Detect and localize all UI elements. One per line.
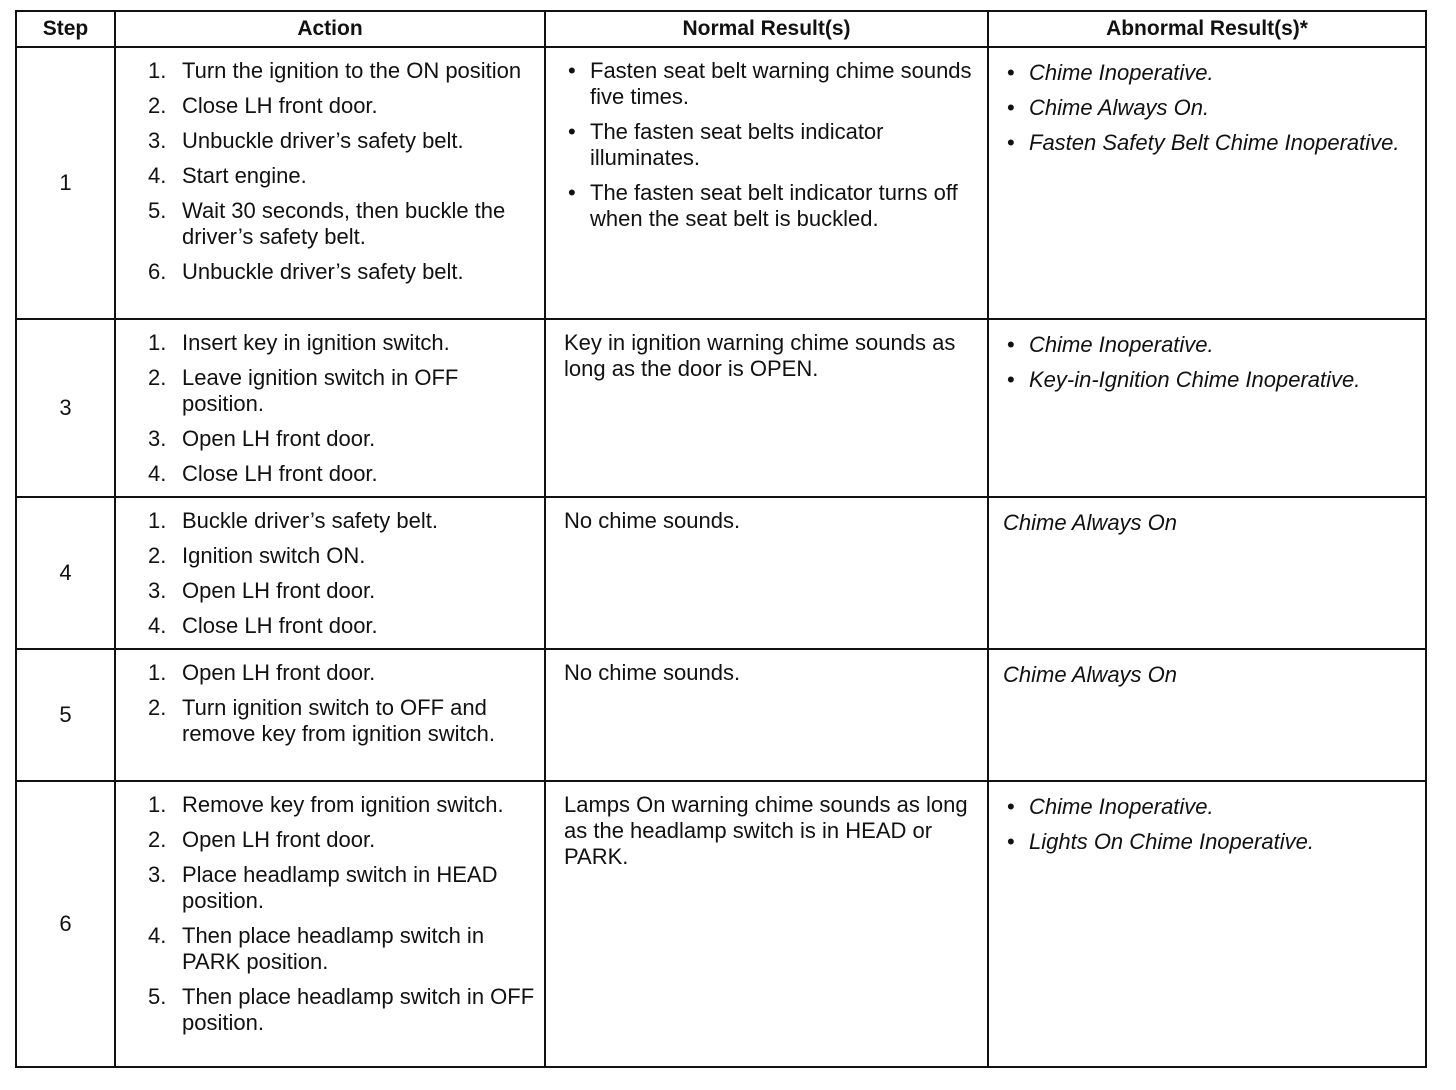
list-item <box>148 792 538 818</box>
list-item <box>148 984 538 1036</box>
action-list <box>148 58 538 285</box>
action-cell <box>115 319 545 497</box>
step-index: 2. <box>148 827 167 852</box>
action-text: Open LH front door. <box>182 578 376 603</box>
list-item <box>148 426 538 452</box>
header-action: Action <box>115 11 545 47</box>
list-item <box>148 461 538 487</box>
abnormal-result-list <box>1003 60 1419 156</box>
header-row <box>16 11 1426 47</box>
header-normal-results: Normal Result(s) <box>545 11 988 47</box>
bullet-icon: • <box>568 58 576 83</box>
normal-result-cell <box>545 781 988 1067</box>
step-index: 3. <box>148 128 167 153</box>
list-item <box>564 180 981 232</box>
action-text: Then place headlamp switch in PARK position. <box>182 923 485 974</box>
list-item <box>1003 130 1419 156</box>
step-index: 5. <box>148 984 167 1009</box>
normal-result-list <box>564 58 981 232</box>
step-number: 1 <box>16 47 115 319</box>
action-text: Wait 30 seconds, then buckle the driver’s safety belt. <box>182 198 506 249</box>
list-item <box>148 578 538 604</box>
list-item <box>1003 794 1419 820</box>
step-number: 3 <box>16 319 115 497</box>
bullet-icon: • <box>1007 60 1015 85</box>
table-row <box>16 497 1426 649</box>
list-item <box>148 508 538 534</box>
normal-result-cell <box>545 649 988 781</box>
action-text: Leave ignition switch in OFF position. <box>182 365 459 416</box>
step-index: 2. <box>148 695 167 720</box>
normal-result-text: Key in ignition warning chime sounds as long as the door is OPEN. <box>564 330 956 381</box>
list-item <box>564 119 981 171</box>
action-text: Then place headlamp switch in OFF position. <box>182 984 535 1035</box>
step-index: 4. <box>148 163 167 188</box>
list-item <box>148 58 538 84</box>
bullet-icon: • <box>1007 332 1015 357</box>
normal-result-text: Fasten seat belt warning chime sounds five times. <box>590 58 972 109</box>
step-index: 3. <box>148 578 167 603</box>
action-text: Place headlamp switch in HEAD position. <box>182 862 498 913</box>
list-item <box>1003 60 1419 86</box>
table-row <box>16 649 1426 781</box>
list-item <box>148 330 538 356</box>
action-cell <box>115 781 545 1067</box>
abnormal-result-text: Chime Always On <box>1003 662 1178 687</box>
header-step: Step <box>16 11 115 47</box>
normal-result-text: The fasten seat belts indicator illuminates. <box>590 119 884 170</box>
action-list <box>148 792 538 1036</box>
action-cell <box>115 47 545 319</box>
action-cell <box>115 649 545 781</box>
abnormal-result-cell <box>988 781 1426 1067</box>
abnormal-result-text: Chime Always On <box>1003 510 1178 535</box>
abnormal-result-list <box>1003 794 1419 855</box>
action-text: Open LH front door. <box>182 426 376 451</box>
abnormal-result-text: Key-in-Ignition Chime Inoperative. <box>1029 367 1361 392</box>
list-item <box>148 923 538 975</box>
step-index: 1. <box>148 330 167 355</box>
normal-result-cell <box>545 47 988 319</box>
action-text: Unbuckle driver’s safety belt. <box>182 128 464 153</box>
abnormal-result-cell <box>988 319 1426 497</box>
step-number: 6 <box>16 781 115 1067</box>
list-item <box>148 128 538 154</box>
step-index: 1. <box>148 792 167 817</box>
action-text: Open LH front door. <box>182 660 376 685</box>
abnormal-result-cell <box>988 47 1426 319</box>
abnormal-result-text: Fasten Safety Belt Chime Inoperative. <box>1029 130 1400 155</box>
action-text: Close LH front door. <box>182 93 378 118</box>
step-index: 2. <box>148 543 167 568</box>
list-item <box>564 58 981 110</box>
list-item <box>148 613 538 639</box>
action-list <box>148 660 538 747</box>
list-item <box>148 365 538 417</box>
abnormal-result-text: Chime Always On. <box>1029 95 1210 120</box>
step-index: 3. <box>148 862 167 887</box>
table-row <box>16 47 1426 319</box>
step-index: 2. <box>148 365 167 390</box>
step-index: 2. <box>148 93 167 118</box>
header-abnormal-results: Abnormal Result(s)* <box>988 11 1426 47</box>
abnormal-result-cell <box>988 649 1426 781</box>
bullet-icon: • <box>568 119 576 144</box>
list-item <box>1003 332 1419 358</box>
abnormal-result-text: Chime Inoperative. <box>1029 794 1214 819</box>
step-number: 4 <box>16 497 115 649</box>
action-text: Close LH front door. <box>182 613 378 638</box>
step-index: 6. <box>148 259 167 284</box>
action-list <box>148 330 538 487</box>
step-index: 1. <box>148 508 167 533</box>
list-item <box>148 163 538 189</box>
action-text: Start engine. <box>182 163 307 188</box>
action-text: Remove key from ignition switch. <box>182 792 504 817</box>
action-text: Turn ignition switch to OFF and remove key from ignition switch. <box>182 695 495 746</box>
abnormal-result-list <box>1003 332 1419 393</box>
diagnostic-table <box>15 10 1427 1068</box>
step-index: 3. <box>148 426 167 451</box>
normal-result-text: The fasten seat belt indicator turns off when the seat belt is buckled. <box>590 180 958 231</box>
bullet-icon: • <box>1007 130 1015 155</box>
bullet-icon: • <box>1007 367 1015 392</box>
step-index: 4. <box>148 613 167 638</box>
action-text: Turn the ignition to the ON position <box>182 58 522 83</box>
bullet-icon: • <box>1007 95 1015 120</box>
action-text: Insert key in ignition switch. <box>182 330 450 355</box>
abnormal-result-text: Lights On Chime Inoperative. <box>1029 829 1314 854</box>
bullet-icon: • <box>1007 794 1015 819</box>
normal-result-cell <box>545 497 988 649</box>
normal-result-text: Lamps On warning chime sounds as long as the headlamp switch is in HEAD or PARK. <box>564 792 968 869</box>
list-item <box>1003 829 1419 855</box>
bullet-icon: • <box>568 180 576 205</box>
action-list <box>148 508 538 639</box>
step-index: 4. <box>148 461 167 486</box>
action-text: Buckle driver’s safety belt. <box>182 508 438 533</box>
step-index: 1. <box>148 58 167 83</box>
bullet-icon: • <box>1007 829 1015 854</box>
abnormal-result-cell <box>988 497 1426 649</box>
action-cell <box>115 497 545 649</box>
step-index: 1. <box>148 660 167 685</box>
list-item <box>148 660 538 686</box>
normal-result-text: No chime sounds. <box>564 660 741 685</box>
step-index: 4. <box>148 923 167 948</box>
normal-result-cell <box>545 319 988 497</box>
list-item <box>148 93 538 119</box>
action-text: Close LH front door. <box>182 461 378 486</box>
list-item <box>148 695 538 747</box>
table-row <box>16 781 1426 1067</box>
list-item <box>1003 95 1419 121</box>
list-item <box>148 543 538 569</box>
abnormal-result-text: Chime Inoperative. <box>1029 60 1214 85</box>
step-number: 5 <box>16 649 115 781</box>
list-item <box>148 198 538 250</box>
normal-result-text: No chime sounds. <box>564 508 741 533</box>
table-row <box>16 319 1426 497</box>
list-item <box>148 259 538 285</box>
action-text: Open LH front door. <box>182 827 376 852</box>
abnormal-result-text: Chime Inoperative. <box>1029 332 1214 357</box>
action-text: Ignition switch ON. <box>182 543 366 568</box>
list-item <box>1003 367 1419 393</box>
action-text: Unbuckle driver’s safety belt. <box>182 259 464 284</box>
list-item <box>148 862 538 914</box>
list-item <box>148 827 538 853</box>
step-index: 5. <box>148 198 167 223</box>
